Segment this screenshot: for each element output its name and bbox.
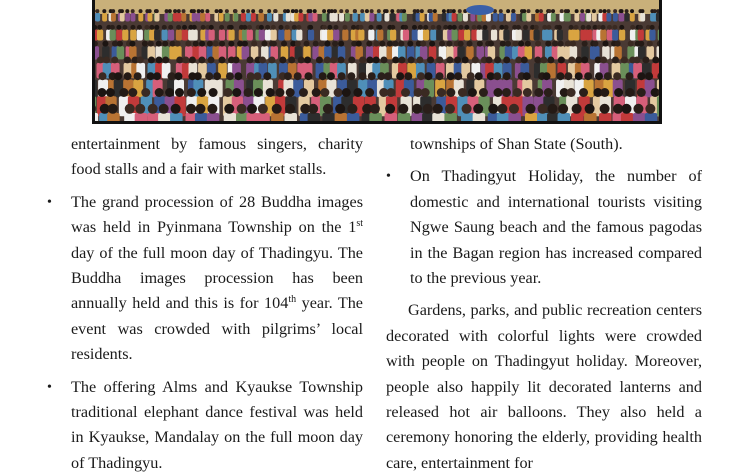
left-continuation-text: entertainment by famous singers, charity food stalls and a fair with market stalls.: [47, 132, 363, 183]
bullet-icon: •: [47, 190, 71, 215]
list-item: [47, 375, 363, 476]
list-item: [386, 164, 702, 291]
crowd-photo: [92, 0, 662, 124]
right-continuation-text: townships of Shan State (South).: [386, 132, 702, 157]
crowd-photo-image: [95, 0, 659, 124]
recreation-paragraph: Gardens, parks, and public recreation centers decorated with colorful lights were crowded with people on Thadingyut holiday. Moreover, people also happily lit decorated lanterns and released hot air balloons. They also held a ceremony honoring the elderly, providing health care, entertainment for: [386, 298, 702, 476]
tourists-text: On Thadingyut Holiday, the number of domestic and international tourists visiting Ngwe Saung beach and the famous pagodas in the Bagan region has increased compared to the previous year.: [410, 164, 702, 291]
left-column: [47, 132, 363, 476]
bullet-icon: •: [47, 375, 71, 400]
list-item: [47, 190, 363, 368]
elephant-dance-text: The offering Alms and Kyaukse Township traditional elephant dance festival was held in Kyaukse, Mandalay on the full moon day of Thadingyu.: [71, 375, 363, 476]
bullet-icon: •: [386, 164, 410, 189]
right-column: [386, 132, 702, 476]
procession-text: The grand procession of 28 Buddha images was held in Pyinmana Township on the 1st day of the full moon day of Thadingyu. The Buddha images procession has been annually held and this is for 104th year. The event was crowded with pilgrims’ local residents.: [71, 190, 363, 368]
